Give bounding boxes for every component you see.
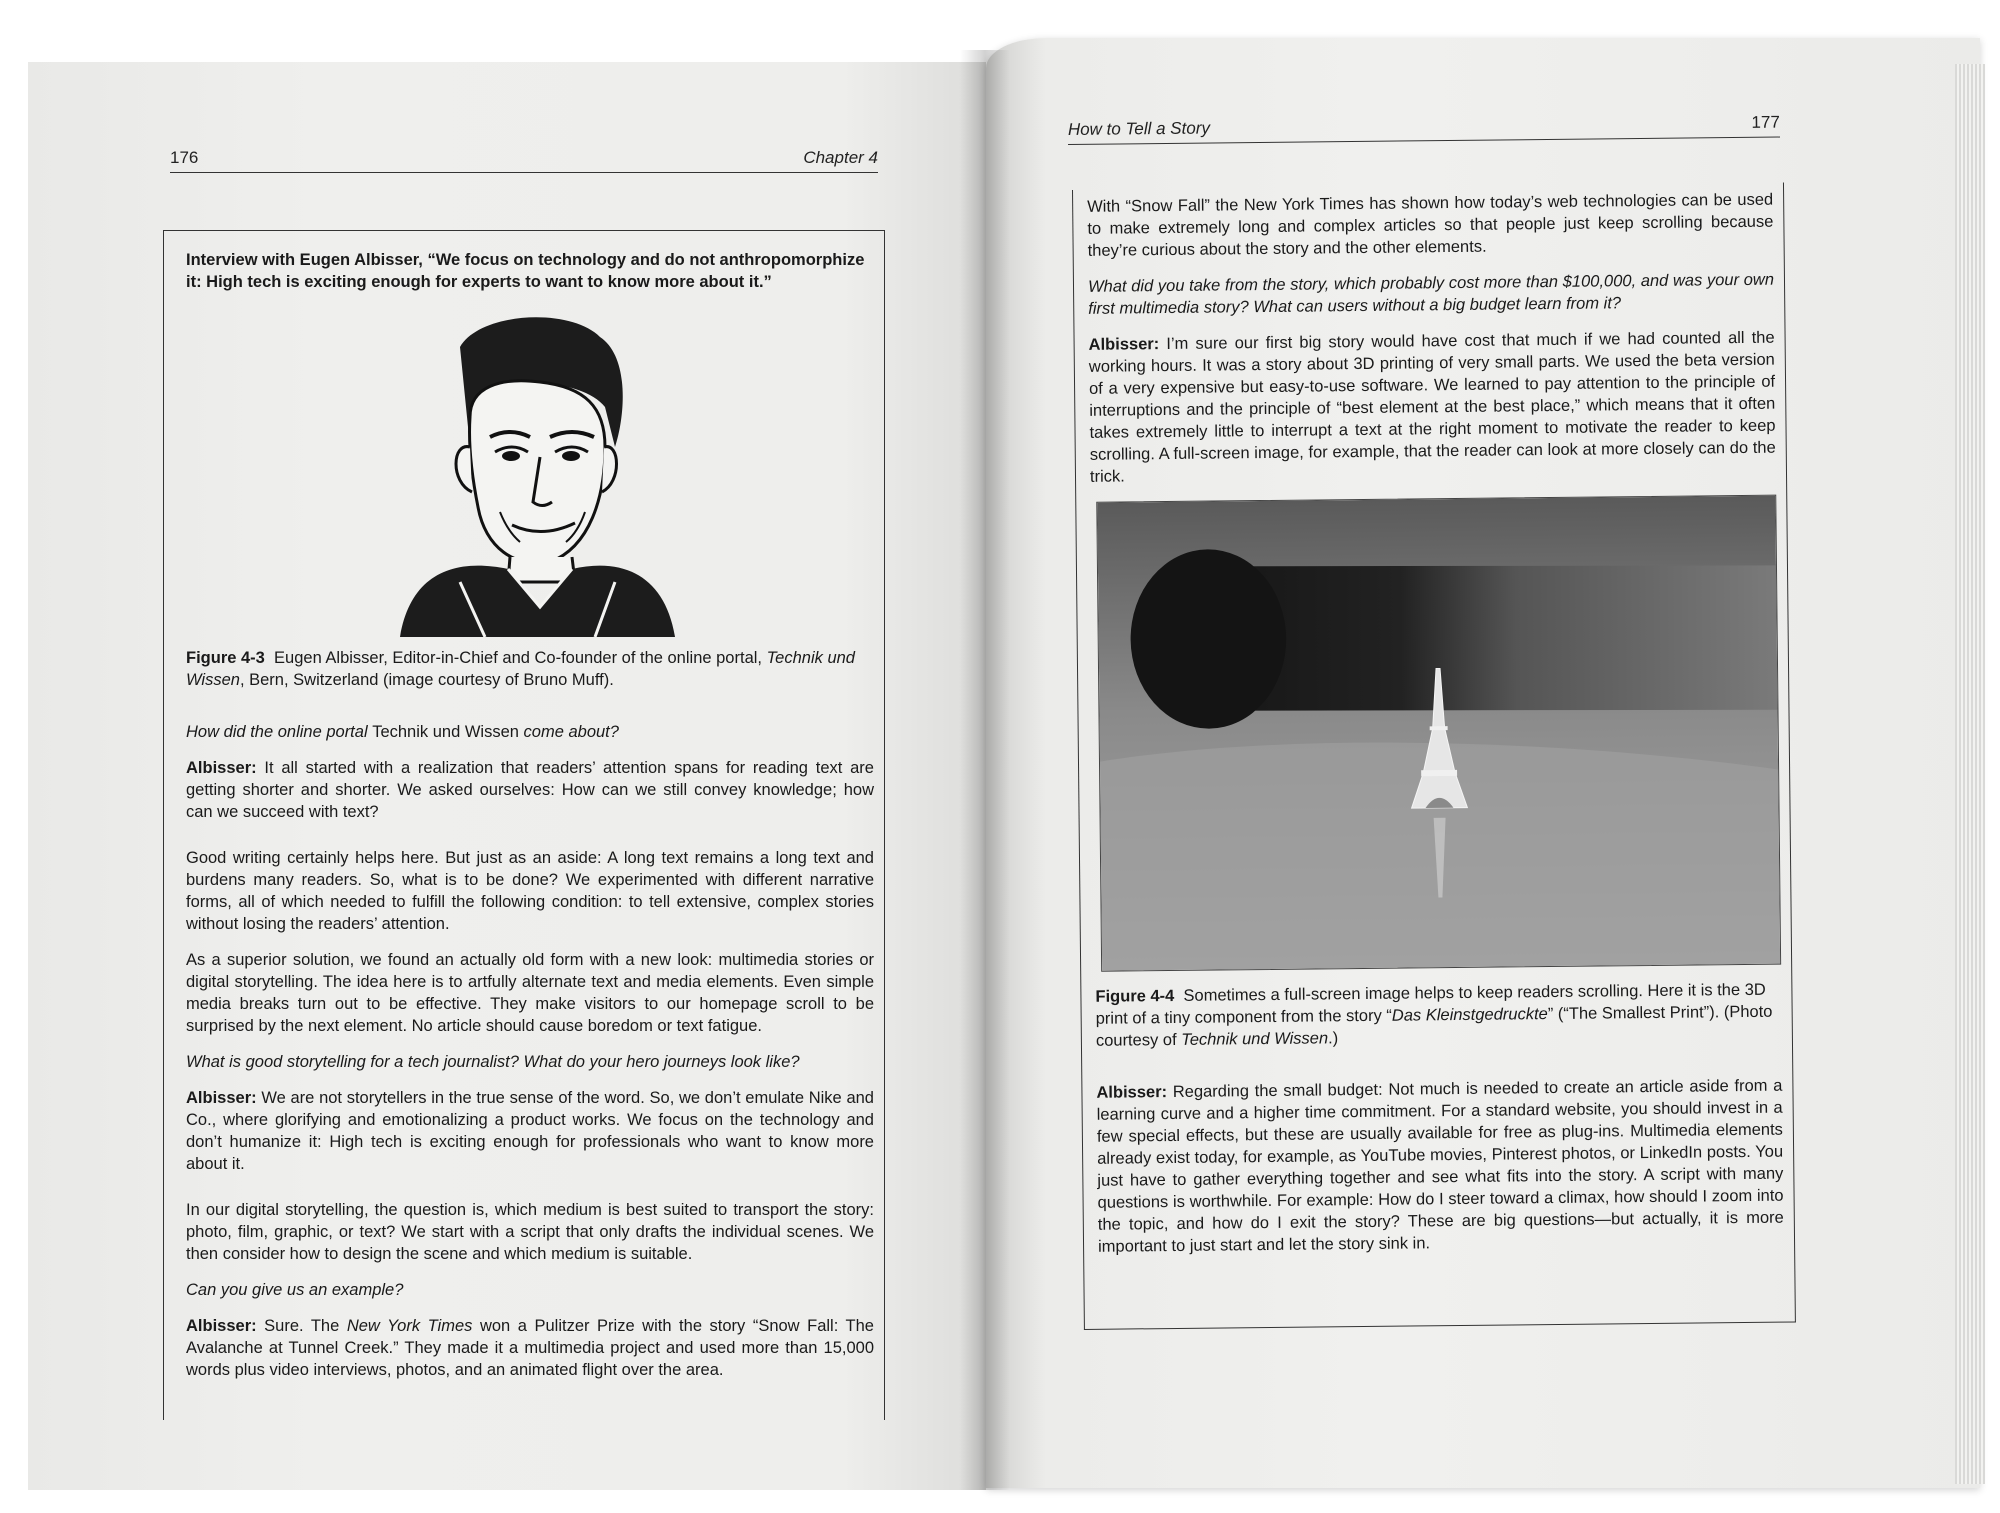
left-page-number: 176 [170,148,199,167]
right-page-number: 177 [1751,112,1780,132]
paragraph-3: As a superior solution, we found an actually old form with a new look: multimedia stories or digital storytelling. The idea here is to artfully alternate text and media elements. Even simple media breaks turn out to be effective. They make visitors to our homepage scroll to be surprised by the next element. No article should cause boredom or text fatigue. [186,951,874,1035]
interview-box-continued [1072,183,1796,1330]
figure-4-4-label: Figure 4-4 [1095,986,1175,1006]
question-1-portal-name: Technik und Wissen [372,723,519,741]
figure-4-3-text-italic: Technik und Wissen [186,649,855,689]
question-2: What is good storytelling for a tech journalist? What do your hero journeys look like? [186,1053,800,1071]
figure-4-3-text-post: , Bern, Switzerland (image courtesy of Bruno Muff). [239,671,614,689]
right-chapter-title: How to Tell a Story [1067,118,1211,140]
figure-4-4-portal-name: Technik und Wissen [1181,1029,1329,1049]
answer-1-speaker: Albisser: [186,759,257,777]
figure-4-4-text-post: .) [1328,1029,1339,1048]
right-answer-2-speaker: Albisser: [1096,1083,1168,1102]
3d-print-photo [1096,495,1781,972]
answer-1-text: It all started with a realization that readers’ attention spans for reading text are getting shorter and shorter. We asked ourselves: How can we still convey knowledge; how can we succeed with text? [186,759,874,821]
right-paragraph-1: With “Snow Fall” the New York Times has shown how today’s web technologies can be used to make extremely long and complex articles so that people just keep scrolling because they’re curious about the story and the other elements. [1087,190,1774,260]
right-question-1: What did you take from the story, which probably cost more than $100,000, and was your own first multimedia story? What can users without a big budget learn from it? [1087,270,1775,318]
figure-4-4-caption [1095,979,1782,1052]
interview-title: Interview with Eugen Albisser, “We focus on technology and do not anthropomorphize it: High tech is exciting enough for experts to want to know more about it.” [186,251,865,291]
answer-2 [186,1087,874,1175]
right-answer-2 [1096,1075,1784,1258]
figure-4-3-caption [186,647,874,691]
right-answer-1-speaker: Albisser: [1088,335,1160,354]
page-edges [1955,64,1985,1484]
left-chapter-title: Chapter 4 [803,148,878,167]
question-1 [186,721,874,743]
question-3: Can you give us an example? [186,1281,404,1299]
figure-4-4-text-mid: ” (“The Smallest Print”). (Photo courtesy of [1095,1002,1773,1050]
right-answer-2-text: Regarding the small budget: Not much is needed to create an article aside from a learning curve and a higher time commitment. For a standard website, you should invest in a few special effects, but these are usually available for free as plug-ins. Multimedia elements already exist today, for example, as YouTube movies, Pinterest photos, or LinkedIn posts. You just have to gather everything together and see what fits into the story. A script with many questions is worthwhile. For example: How do I steer toward a climax, how should I zoom into the topic, and how do I exit the story? These are big questions—but actually, it is more important to just start and let the story sink in. [1096,1076,1784,1256]
figure-4-4-text-pre: Sometimes a full-screen image helps to keep readers scrolling. Here it is the 3D print of a tiny component from the story “ [1095,980,1766,1028]
answer-3-italic: New York Times [346,1317,473,1335]
answer-1 [186,757,874,823]
answer-2-text: We are not storytellers in the true sense of the word. So, we don’t emulate Nike and Co., where glorifying and emotionalizing a product works. We focus on the technology and don’t humanize it: High tech is exciting enough for professionals who want to know more about it. [186,1089,874,1173]
figure-4-3-label: Figure 4-3 [186,649,265,667]
answer-3-post: won a Pulitzer Prize with the story “Snow Fall: The Avalanche at Tunnel Creek.” They made it a multimedia project and used more than 15,000 words plus video interviews, photos, and an animated flight over the area. [186,1317,874,1379]
right-answer-1 [1089,327,1777,488]
paragraph-2: Good writing certainly helps here. But just as an aside: A long text remains a long text and burdens many readers. So, what is to be done? We experimented with different narrative forms, all of which needed to fulfill the following condition: to tell extensive, complex stories without losing the readers’ attention. [186,849,874,933]
interview-box [163,230,885,1420]
figure-4-4-story-title: Das Kleinstgedruckte [1391,1005,1548,1025]
question-1-post: come about? [518,723,619,741]
answer-3 [186,1315,874,1381]
paragraph-4: In our digital storytelling, the question is, which medium is best suited to transport the story: photo, film, graphic, or text? We start with a script that only drafts the individual scenes. We then consider how to design the scene and which medium is suitable. [186,1201,874,1263]
answer-3-speaker: Albisser: [186,1317,257,1335]
portrait-illustration [390,307,680,637]
right-answer-1-text: I’m sure our first big story would have cost that much if we had counted all the working hours. It was a story about 3D printing of very small parts. We used the beta version of a very expensive but easy-to-use software. We learned to pay attention to the principle of interruptions and the principle of “best element at the best place,” which means that it often takes extremely little to interrupt a text at the right moment to motivate the reader to keep scrolling. A full-screen image, for example, that the reader can look at more closely can do the trick. [1088,328,1776,486]
question-1-pre: How did the online portal [186,723,373,741]
figure-4-3-text-pre: Eugen Albisser, Editor-in-Chief and Co-founder of the online portal, [274,649,762,667]
answer-2-speaker: Albisser: [186,1089,257,1107]
left-running-head [170,148,878,173]
answer-3-pre: Sure. The [264,1317,347,1335]
book-spine [960,50,1010,1490]
